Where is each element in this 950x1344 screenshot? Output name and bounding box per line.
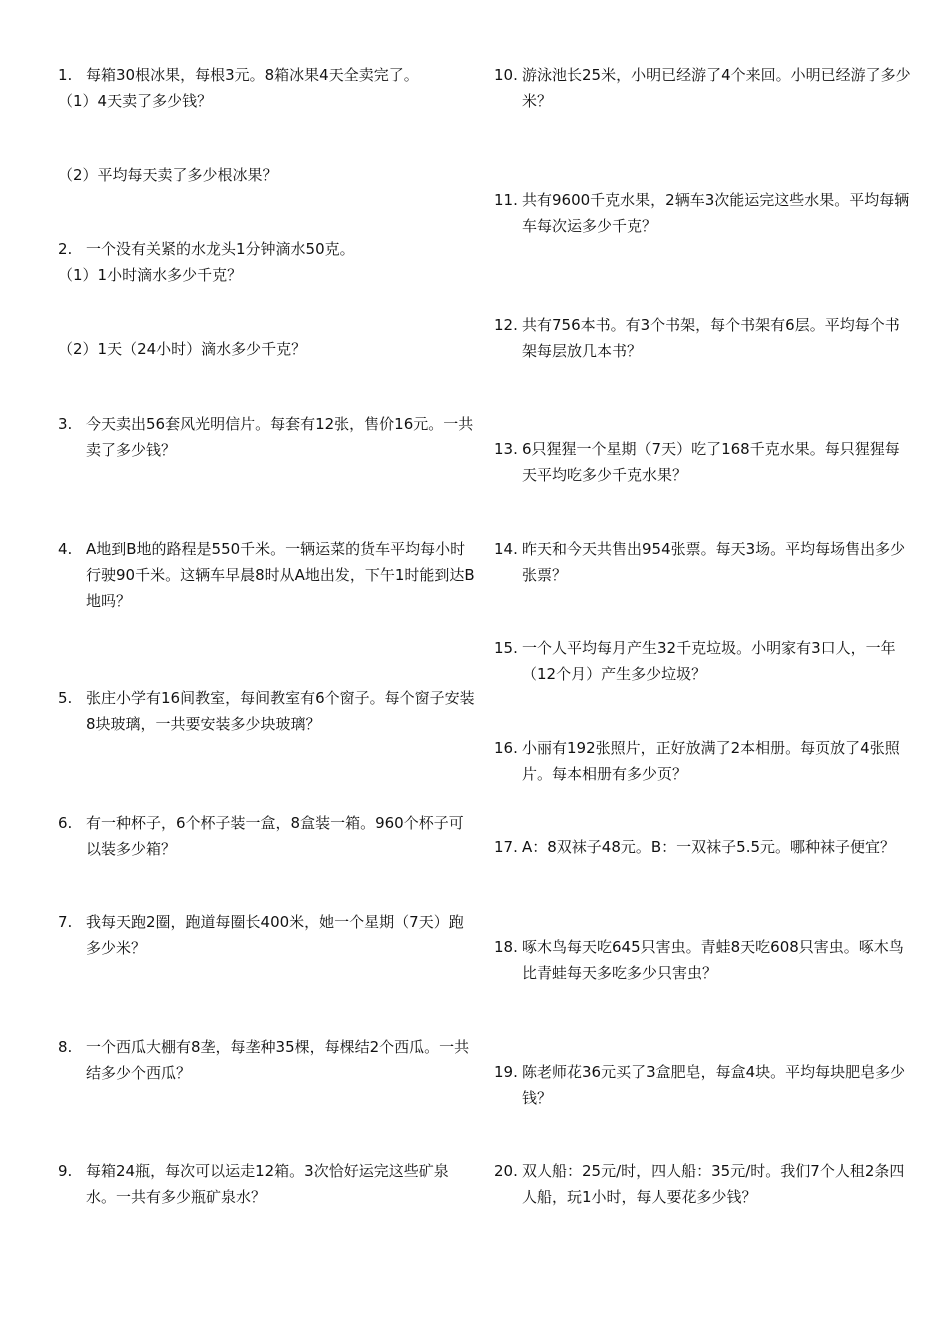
question-text: 一个西瓜大棚有8垄，每垄种35棵，每棵结2个西瓜。一共结多少个西瓜？ — [86, 1038, 470, 1082]
question-text: 一个没有关紧的水龙头1分钟滴水50克。 — [86, 240, 355, 258]
question-text: 今天卖出56套风光明信片。每套有12张，售价16元。一共卖了多少钱？ — [86, 415, 474, 459]
question-2-sub-2: （2）1天（24小时）滴水多少千克？ — [58, 340, 307, 358]
question-text: 每箱24瓶，每次可以运走12箱。3次恰好运完这些矿泉水。一共有多少瓶矿泉水？ — [86, 1162, 449, 1206]
question-3 — [58, 411, 478, 463]
question-13 — [494, 436, 914, 488]
question-text: 昨天和今天共售出954张票。每天3场。平均每场售出多少张票？ — [522, 540, 906, 584]
question-number: 16. — [494, 739, 518, 757]
question-number: 19. — [494, 1063, 518, 1081]
question-text: 我每天跑2圈，跑道每圈长400米，她一个星期（7天）跑多少米？ — [86, 913, 464, 957]
question-number: 5. — [58, 689, 73, 707]
question-7 — [58, 909, 478, 961]
question-text: A：8双袜子48元。B：一双袜子5.5元。哪种袜子便宜？ — [522, 838, 896, 856]
question-6 — [58, 810, 478, 862]
question-text: 共有9600千克水果，2辆车3次能运完这些水果。平均每辆车每次运多少千克？ — [522, 191, 910, 235]
question-number: 13. — [494, 440, 518, 458]
question-number: 8. — [58, 1038, 73, 1056]
question-text: 啄木鸟每天吃645只害虫。青蛙8天吃608只害虫。啄木鸟比青蛙每天多吃多少只害虫？ — [522, 938, 904, 982]
question-text: 陈老师花36元买了3盒肥皂，每盒4块。平均每块肥皂多少钱？ — [522, 1063, 906, 1107]
question-10 — [494, 62, 914, 114]
question-2-sub-1: （1）1小时滴水多少千克？ — [58, 266, 243, 284]
question-number: 2. — [58, 240, 73, 258]
question-20 — [494, 1158, 914, 1210]
question-text: 小丽有192张照片，正好放满了2本相册。每页放了4张照片。每本相册有多少页？ — [522, 739, 900, 783]
question-number: 7. — [58, 913, 73, 931]
question-1-sub-2: （2）平均每天卖了多少根冰果？ — [58, 166, 278, 184]
question-text: 张庄小学有16间教室，每间教室有6个窗子。每个窗子安装8块玻璃，一共要安装多少块玻璃？ — [86, 689, 475, 733]
question-number: 12. — [494, 316, 518, 334]
question-text: 每箱30根冰果，每根3元。8箱冰果4天全卖完了。 — [86, 66, 419, 84]
question-number: 4. — [58, 540, 73, 558]
question-number: 10. — [494, 66, 518, 84]
question-number: 20. — [494, 1162, 518, 1180]
question-text: 共有756本书。有3个书架，每个书架有6层。平均每个书架每层放几本书？ — [522, 316, 900, 360]
question-text: 一个人平均每月产生32千克垃圾。小明家有3口人，一年（12个月）产生多少垃圾？ — [522, 639, 896, 683]
question-9 — [58, 1158, 478, 1210]
question-1-sub-1: （1）4天卖了多少钱？ — [58, 92, 213, 110]
question-number: 9. — [58, 1162, 73, 1180]
question-18 — [494, 934, 914, 986]
question-number: 17. — [494, 838, 518, 856]
question-14 — [494, 536, 914, 588]
question-text: 双人船：25元/时，四人船：35元/时。我们7个人租2条四人船，玩1小时，每人要花多少钱？ — [522, 1162, 905, 1206]
question-2 — [58, 236, 478, 262]
question-17 — [494, 834, 914, 860]
question-text: 6只猩猩一个星期（7天）吃了168千克水果。每只猩猩每天平均吃多少千克水果？ — [522, 440, 900, 484]
question-4 — [58, 536, 478, 614]
question-number: 15. — [494, 639, 518, 657]
question-15 — [494, 635, 914, 687]
question-number: 6. — [58, 814, 73, 832]
question-8 — [58, 1034, 478, 1086]
question-11 — [494, 187, 914, 239]
question-1 — [58, 62, 478, 88]
question-text: 游泳池长25米，小明已经游了4个来回。小明已经游了多少米？ — [522, 66, 911, 110]
question-number: 14. — [494, 540, 518, 558]
question-number: 11. — [494, 191, 518, 209]
question-text: 有一种杯子，6个杯子装一盒，8盒装一箱。960个杯子可以装多少箱？ — [86, 814, 464, 858]
question-text: A地到B地的路程是550千米。一辆运菜的货车平均每小时行驶90千米。这辆车早晨8时从A地出发，下午1时能到达B地吗？ — [86, 540, 475, 610]
question-number: 1. — [58, 66, 73, 84]
question-5 — [58, 685, 478, 737]
question-number: 18. — [494, 938, 518, 956]
question-12 — [494, 312, 914, 364]
question-number: 3. — [58, 415, 73, 433]
question-19 — [494, 1059, 914, 1111]
question-16 — [494, 735, 914, 787]
